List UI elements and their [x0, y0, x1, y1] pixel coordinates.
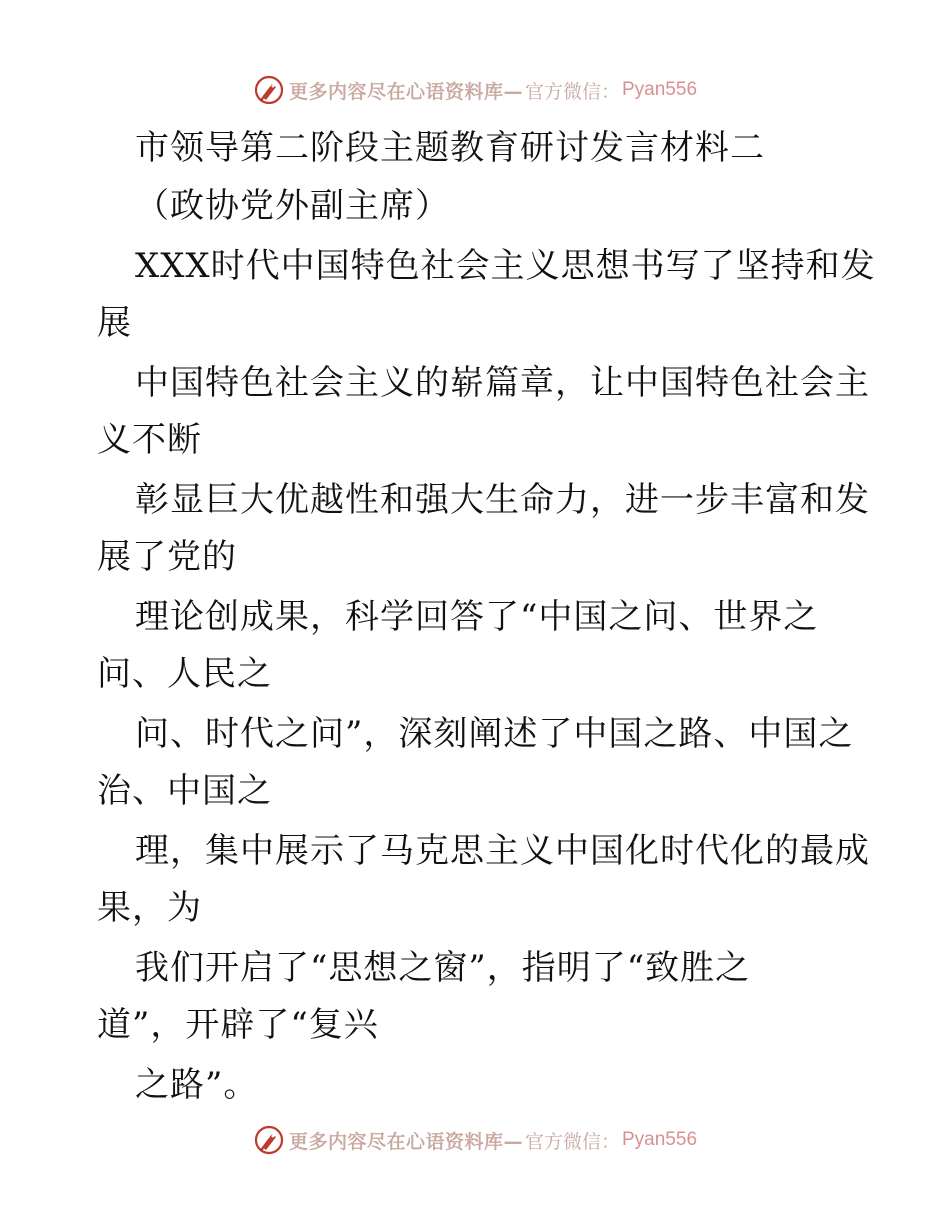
paragraph-line: 之路”。	[135, 1065, 259, 1105]
banner-wechat-label: 官方微信：	[524, 80, 620, 103]
paragraph-line: 理论创成果，科学回答了“中国之问、世界之	[135, 597, 819, 637]
paragraph-line: 展了党的	[97, 537, 237, 577]
pen-nib-logo-icon	[253, 74, 285, 106]
paragraph-line: 问、人民之	[97, 654, 272, 694]
header-banner	[0, 72, 950, 108]
banner-slogan: 更多内容尽在心语资料库—	[288, 1130, 523, 1153]
banner-slogan: 更多内容尽在心语资料库—	[288, 80, 523, 103]
paragraph-line: 彰显巨大优越性和强大生命力，进一步丰富和发	[135, 480, 870, 520]
paragraph-line: 理，集中展示了马克思主义中国化时代化的最成	[135, 831, 870, 871]
document-title: 市领导第二阶段主题教育研讨发言材料二	[135, 128, 765, 168]
document-subtitle: （政协党外副主席）	[135, 186, 450, 226]
paragraph-line: 治、中国之	[97, 771, 272, 811]
paragraph-line: 展	[97, 303, 132, 343]
banner-wechat-id: Pyan556	[622, 79, 698, 100]
paragraph-line: 道”，开辟了“复兴	[97, 1005, 379, 1045]
paragraph-line: 果，为	[97, 888, 202, 928]
footer-banner	[0, 1122, 950, 1158]
pen-nib-logo-icon	[253, 1124, 285, 1156]
paragraph-line: 义不断	[97, 420, 202, 460]
paragraph-line: XXX时代中国特色社会主义思想书写了坚持和发	[135, 246, 876, 286]
banner-wechat-id: Pyan556	[622, 1129, 698, 1150]
paragraph-line: 我们开启了“思想之窗”，指明了“致胜之	[135, 948, 751, 988]
paragraph-line: 中国特色社会主义的崭篇章，让中国特色社会主	[135, 363, 870, 403]
banner-wechat-label: 官方微信：	[524, 1130, 620, 1153]
paragraph-line: 问、时代之问”，深刻阐述了中国之路、中国之	[135, 714, 854, 754]
